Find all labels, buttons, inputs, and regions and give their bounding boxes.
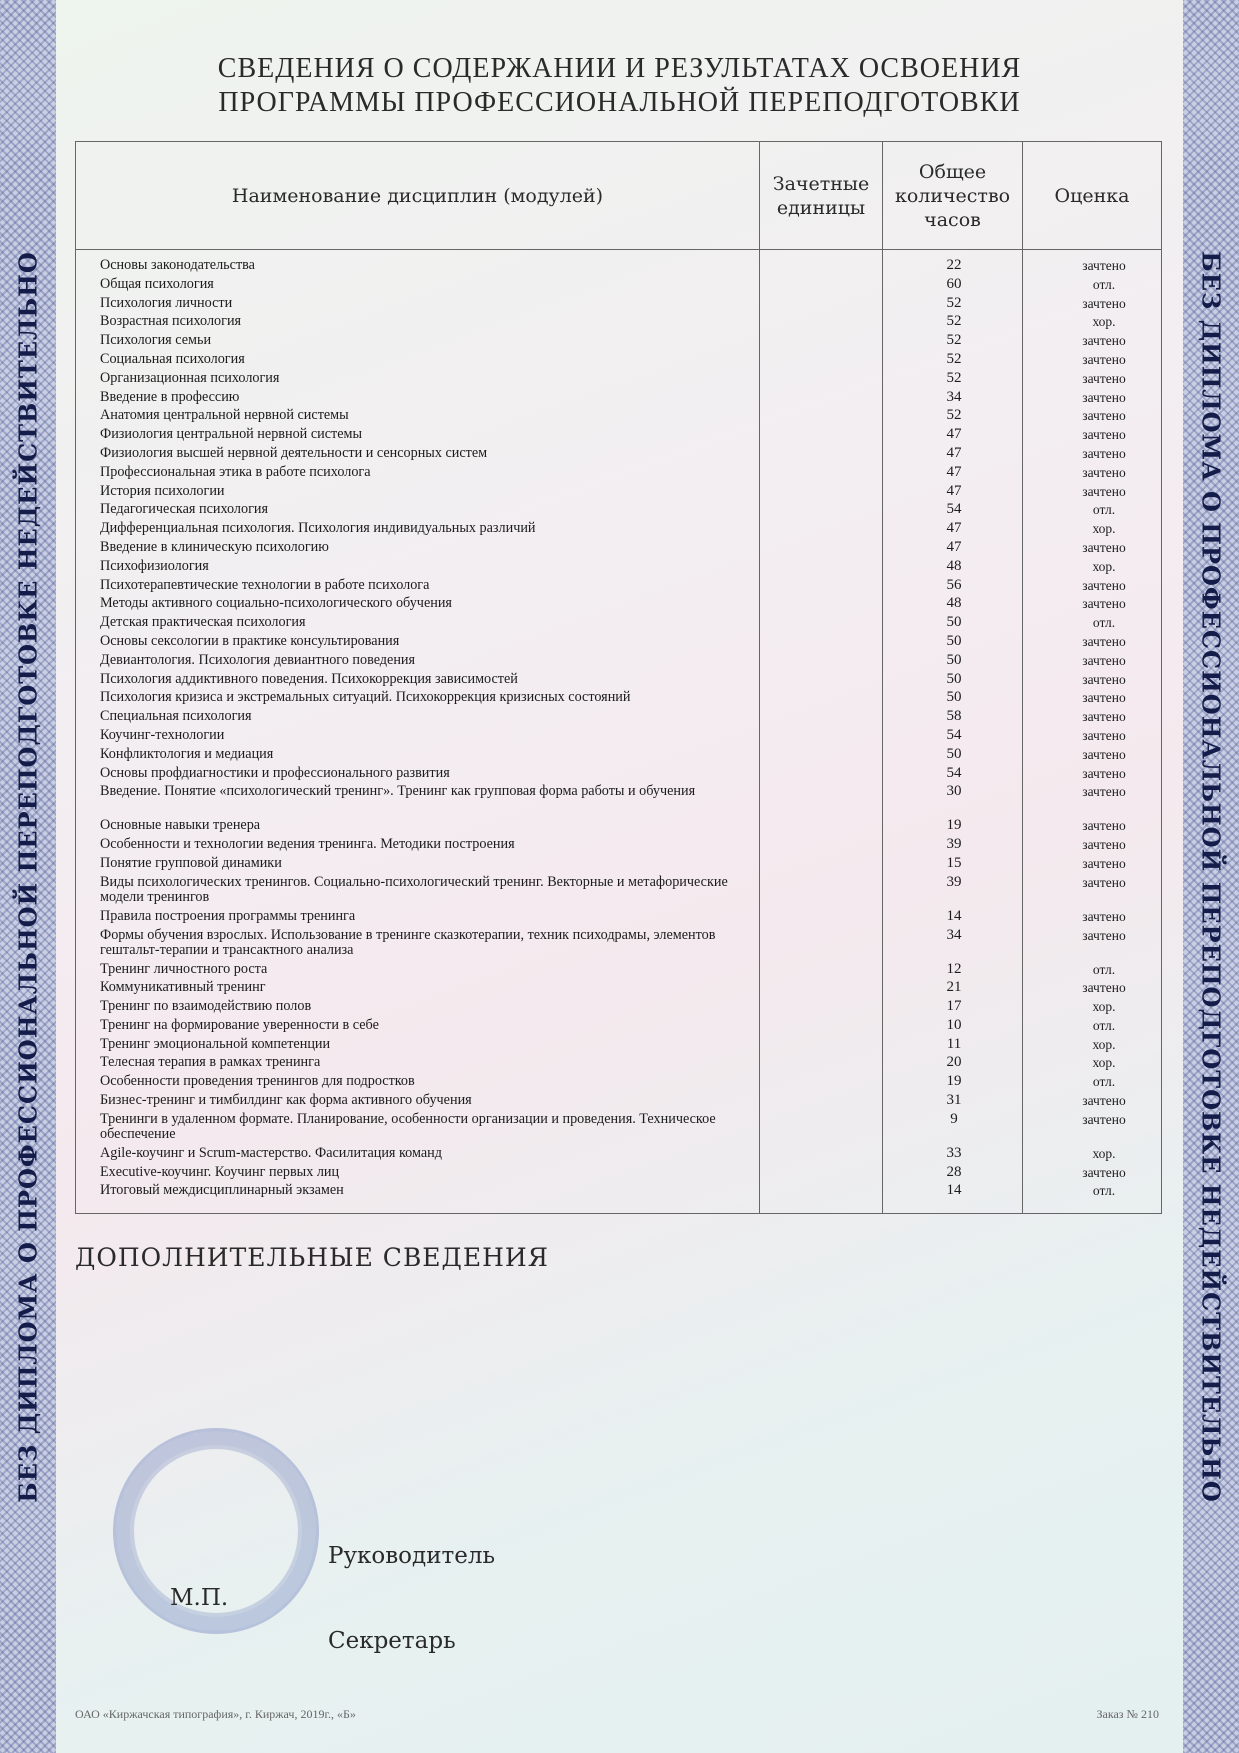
table-row <box>76 465 1161 484</box>
discipline-name: Основы профдиагностики и профессионального развития <box>100 764 450 781</box>
seal-label: М.П. <box>170 1585 229 1611</box>
discipline-hours: 20 <box>946 1054 962 1071</box>
discipline-grade: зачтено <box>1082 258 1126 273</box>
discipline-hours: 21 <box>946 979 962 996</box>
table-row <box>76 1055 1161 1074</box>
discipline-name: Бизнес-тренинг и тимбилдинг как форма активного обучения <box>100 1092 472 1109</box>
discipline-grade: хор. <box>1092 1145 1116 1161</box>
discipline-name: Тренинги в удаленном формате. Планирование, особенности организации и проведения. Техническое обеспечение <box>100 1110 716 1142</box>
discipline-grade: зачтено <box>1082 1164 1126 1180</box>
header-grade: Оценка <box>1054 184 1130 207</box>
table-row <box>76 709 1161 728</box>
discipline-name: Девиантология. Психология девиантного поведения <box>100 651 416 668</box>
discipline-grade: отл. <box>1092 615 1116 631</box>
discipline-grade: отл. <box>1092 1074 1116 1090</box>
table-row <box>76 875 1161 909</box>
discipline-name: Возрастная психология <box>100 313 242 330</box>
discipline-name: Тренинг эмоциональной компетенции <box>100 1035 331 1052</box>
discipline-name: Общая психология <box>100 275 214 292</box>
discipline-grade: хор. <box>1092 1055 1116 1071</box>
discipline-hours: 47 <box>946 463 962 480</box>
discipline-hours: 48 <box>946 557 962 574</box>
discipline-name: Коммуникативный тренинг <box>100 979 266 996</box>
header-credits: Зачетные единицы <box>772 172 870 219</box>
discipline-name: Тренинг по взаимодействию полов <box>100 998 312 1015</box>
secretary-signature-label: Секретарь <box>328 1628 456 1654</box>
discipline-name: Психология аддиктивного поведения. Психокоррекция зависимостей <box>100 670 518 687</box>
table-row <box>76 1037 1161 1056</box>
discipline-name: Виды психологических тренингов. Социально-психологический тренинг. Векторные и метафорические модели тренингов <box>100 873 728 905</box>
table-row <box>76 502 1161 521</box>
discipline-name: Итоговый междисциплинарный экзамен <box>100 1182 344 1199</box>
discipline-grade: зачтено <box>1082 727 1126 743</box>
discipline-name: Физиология высшей нервной деятельности и сенсорных систем <box>100 444 488 461</box>
discipline-hours: 56 <box>946 576 962 593</box>
discipline-grade: зачтено <box>1082 908 1126 924</box>
discipline-hours: 52 <box>946 350 962 367</box>
discipline-name: Основы сексологии в практике консультирования <box>100 632 400 649</box>
discipline-hours: 11 <box>946 1035 962 1052</box>
table-row <box>76 390 1161 409</box>
discipline-name: Специальная психология <box>100 708 252 725</box>
table-row <box>76 578 1161 597</box>
discipline-hours: 39 <box>946 873 962 890</box>
discipline-hours: 12 <box>946 960 962 977</box>
table-row <box>76 928 1161 962</box>
discipline-name: Педагогическая психология <box>100 501 269 518</box>
discipline-grade: зачтено <box>1082 855 1126 871</box>
discipline-grade: хор. <box>1092 558 1116 574</box>
table-row <box>76 999 1161 1018</box>
discipline-grade: хор. <box>1092 314 1116 330</box>
discipline-hours: 47 <box>946 520 962 537</box>
table-row <box>76 766 1161 785</box>
order-number: Заказ № 210 <box>1096 1707 1159 1721</box>
discipline-hours: 60 <box>946 275 962 292</box>
discipline-name: Executive-коучинг. Коучинг первых лиц <box>100 1163 340 1180</box>
title-line-1: СВЕДЕНИЯ О СОДЕРЖАНИИ И РЕЗУЛЬТАТАХ ОСВОЕНИЯ <box>217 53 1022 84</box>
table-row <box>76 521 1161 540</box>
discipline-hours: 54 <box>946 764 962 781</box>
table-row <box>76 596 1161 615</box>
discipline-grade: зачтено <box>1082 980 1126 996</box>
discipline-hours: 15 <box>946 854 962 871</box>
discipline-hours: 52 <box>946 407 962 424</box>
discipline-name: Психотерапевтические технологии в работе психолога <box>100 576 430 593</box>
discipline-grade: отл. <box>1092 1017 1116 1033</box>
discipline-hours: 47 <box>946 482 962 499</box>
additional-info-title: ДОПОЛНИТЕЛЬНЫЕ СВЕДЕНИЯ <box>75 1243 549 1272</box>
discipline-grade: зачтено <box>1082 818 1126 834</box>
discipline-name: Формы обучения взрослых. Использование в тренинге сказкотерапии, техник психодрамы, элементов гештальт-терапии и трансактного анализа <box>100 926 716 958</box>
discipline-name: Профессиональная этика в работе психолога <box>100 463 371 480</box>
table-row <box>76 653 1161 672</box>
left-border-text: БЕЗ ДИПЛОМА О ПРОФЕССИОНАЛЬНОЙ ПЕРЕПОДГОТОВКЕ НЕДЕЙСТВИТЕЛЬНО <box>13 250 43 1503</box>
table-body <box>76 258 1161 1202</box>
discipline-hours: 52 <box>946 294 962 311</box>
discipline-name: История психологии <box>100 482 225 499</box>
table-row <box>76 427 1161 446</box>
discipline-hours: 39 <box>946 836 962 853</box>
discipline-grade: зачтено <box>1082 746 1126 762</box>
discipline-name: Дифференциальная психология. Психология индивидуальных различий <box>100 520 536 537</box>
discipline-hours: 50 <box>946 632 962 649</box>
discipline-grade: отл. <box>1092 502 1116 518</box>
table-row <box>76 690 1161 709</box>
discipline-name: Основы законодательства <box>100 257 255 273</box>
discipline-grade: зачтено <box>1082 539 1126 555</box>
discipline-grade: зачтено <box>1082 784 1126 800</box>
discipline-hours: 19 <box>946 1073 962 1090</box>
discipline-hours: 22 <box>946 257 962 273</box>
title-line-2: ПРОГРАММЫ ПРОФЕССИОНАЛЬНОЙ ПЕРЕПОДГОТОВКИ <box>218 87 1021 118</box>
table-row <box>76 1018 1161 1037</box>
discipline-name: Психофизиология <box>100 557 209 574</box>
discipline-hours: 14 <box>946 907 962 924</box>
discipline-hours: 34 <box>946 926 962 943</box>
header-name: Наименование дисциплин (модулей) <box>231 184 604 207</box>
table-row <box>76 484 1161 503</box>
discipline-grade: зачтено <box>1082 351 1126 367</box>
table-row <box>76 277 1161 296</box>
discipline-grade: хор. <box>1092 1036 1116 1052</box>
discipline-hours: 50 <box>946 614 962 631</box>
discipline-name: Введение. Понятие «психологический тренинг». Тренинг как групповая форма работы и обучения <box>100 783 696 800</box>
table-row <box>76 909 1161 928</box>
discipline-grade: отл. <box>1092 276 1116 292</box>
discipline-grade: зачтено <box>1082 927 1126 943</box>
discipline-grade: зачтено <box>1082 671 1126 687</box>
discipline-hours: 31 <box>946 1092 962 1109</box>
discipline-hours: 10 <box>946 1016 962 1033</box>
table-row <box>76 333 1161 352</box>
table-row <box>76 408 1161 427</box>
discipline-hours: 50 <box>946 745 962 762</box>
discipline-grade: зачтено <box>1082 464 1126 480</box>
discipline-name: Методы активного социально-психологического обучения <box>100 595 452 612</box>
discipline-grade: хор. <box>1092 999 1116 1015</box>
table-row <box>76 559 1161 578</box>
discipline-grade: зачтено <box>1082 874 1126 890</box>
discipline-hours: 28 <box>946 1163 962 1180</box>
table-row <box>76 1165 1161 1184</box>
discipline-name: Телесная терапия в рамках тренинга <box>100 1054 321 1071</box>
discipline-grade: зачтено <box>1082 837 1126 853</box>
table-row <box>76 837 1161 856</box>
discipline-name: Конфликтология и медиация <box>100 745 274 762</box>
discipline-hours: 52 <box>946 313 962 330</box>
discipline-name: Введение в клиническую психологию <box>100 538 329 555</box>
discipline-name: Коучинг-технологии <box>100 726 225 743</box>
table-row <box>76 258 1161 277</box>
discipline-grade: зачтено <box>1082 690 1126 706</box>
discipline-name: Особенности и технологии ведения тренинга. Методики построения <box>100 836 515 853</box>
discipline-grade: отл. <box>1092 1183 1116 1199</box>
discipline-hours: 17 <box>946 998 962 1015</box>
header-hours: Общее количество часов <box>894 160 1011 231</box>
table-row <box>76 371 1161 390</box>
discipline-grade: зачтено <box>1082 577 1126 593</box>
table-row <box>76 296 1161 315</box>
discipline-hours: 50 <box>946 651 962 668</box>
table-row <box>76 1183 1161 1202</box>
table-row <box>76 1093 1161 1112</box>
table-row <box>76 314 1161 333</box>
discipline-grade: зачтено <box>1082 370 1126 386</box>
discipline-name: Agile-коучинг и Scrum-мастерство. Фасилитация команд <box>100 1144 442 1161</box>
discipline-hours: 47 <box>946 538 962 555</box>
discipline-name: Физиология центральной нервной системы <box>100 426 363 443</box>
table-row <box>76 962 1161 981</box>
discipline-name: Социальная психология <box>100 350 245 367</box>
discipline-hours: 30 <box>946 783 962 800</box>
discipline-grade: зачтено <box>1082 633 1126 649</box>
discipline-hours: 14 <box>946 1182 962 1199</box>
discipline-hours: 9 <box>950 1110 958 1127</box>
discipline-name: Особенности проведения тренингов для подростков <box>100 1073 415 1090</box>
right-security-border <box>1183 0 1239 1753</box>
head-signature-label: Руководитель <box>328 1543 495 1569</box>
table-row <box>76 540 1161 559</box>
discipline-hours: 50 <box>946 670 962 687</box>
discipline-hours: 52 <box>946 369 962 386</box>
discipline-grade: зачтено <box>1082 333 1126 349</box>
discipline-grade: зачтено <box>1082 709 1126 725</box>
discipline-hours: 58 <box>946 708 962 725</box>
table-row <box>76 747 1161 766</box>
discipline-hours: 47 <box>946 426 962 443</box>
left-security-border <box>0 0 56 1753</box>
table-row <box>76 980 1161 999</box>
discipline-grade: зачтено <box>1082 295 1126 311</box>
discipline-grade: зачтено <box>1082 483 1126 499</box>
discipline-grade: зачтено <box>1082 596 1126 612</box>
discipline-grade: зачтено <box>1082 652 1126 668</box>
disciplines-table <box>75 141 1162 1214</box>
discipline-name: Тренинг личностного роста <box>100 960 268 977</box>
discipline-hours: 50 <box>946 689 962 706</box>
right-border-text: БЕЗ ДИПЛОМА О ПРОФЕССИОНАЛЬНОЙ ПЕРЕПОДГОТОВКЕ НЕДЕЙСТВИТЕЛЬНО <box>1196 250 1226 1503</box>
discipline-name: Психология кризиса и экстремальных ситуаций. Психокоррекция кризисных состояний <box>100 689 631 706</box>
table-row <box>76 784 1161 818</box>
discipline-grade: зачтено <box>1082 1093 1126 1109</box>
printer-info: ОАО «Киржачская типография», г. Киржач, 2019г., «Б» <box>75 1707 356 1721</box>
discipline-name: Правила построения программы тренинга <box>100 907 356 924</box>
discipline-name: Детская практическая психология <box>100 614 306 631</box>
table-row <box>76 728 1161 747</box>
table-row <box>76 856 1161 875</box>
discipline-grade: отл. <box>1092 961 1116 977</box>
table-row <box>76 1112 1161 1146</box>
discipline-name: Организационная психология <box>100 369 280 386</box>
page-title <box>80 52 1159 120</box>
discipline-hours: 33 <box>946 1144 962 1161</box>
discipline-name: Психология семьи <box>100 332 212 349</box>
discipline-hours: 54 <box>946 726 962 743</box>
table-row <box>76 818 1161 837</box>
discipline-hours: 52 <box>946 332 962 349</box>
table-row <box>76 672 1161 691</box>
table-row <box>76 1146 1161 1165</box>
discipline-hours: 34 <box>946 388 962 405</box>
discipline-name: Введение в профессию <box>100 388 240 405</box>
discipline-hours: 47 <box>946 444 962 461</box>
table-row <box>76 446 1161 465</box>
table-row <box>76 1074 1161 1093</box>
table-row <box>76 634 1161 653</box>
discipline-hours: 54 <box>946 501 962 518</box>
discipline-grade: зачтено <box>1082 765 1126 781</box>
discipline-name: Анатомия центральной нервной системы <box>100 407 349 424</box>
discipline-grade: зачтено <box>1082 1111 1126 1127</box>
discipline-grade: зачтено <box>1082 445 1126 461</box>
discipline-name: Психология личности <box>100 294 233 311</box>
discipline-grade: зачтено <box>1082 427 1126 443</box>
discipline-hours: 19 <box>946 817 962 834</box>
discipline-name: Тренинг на формирование уверенности в себе <box>100 1016 379 1033</box>
table-row <box>76 352 1161 371</box>
header-divider <box>76 249 1161 250</box>
discipline-name: Понятие групповой динамики <box>100 854 282 871</box>
table-row <box>76 615 1161 634</box>
discipline-grade: зачтено <box>1082 389 1126 405</box>
discipline-grade: зачтено <box>1082 408 1126 424</box>
discipline-hours: 48 <box>946 595 962 612</box>
discipline-grade: хор. <box>1092 521 1116 537</box>
discipline-name: Основные навыки тренера <box>100 817 261 834</box>
